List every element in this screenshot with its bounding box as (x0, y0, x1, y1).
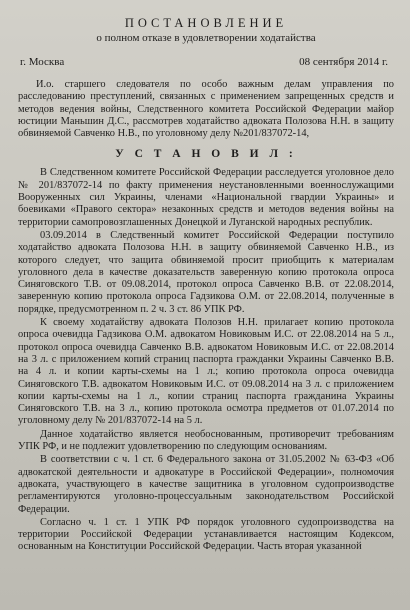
document-title: ПОСТАНОВЛЕНИЕ (124, 16, 288, 30)
body-paragraph-3: К своему ходатайству адвоката Полозов Н.Н. прилагает копию протокола опроса очевидца Гадзикова О.М. адвокатом Новиковым И.С. от 22.08.2014 на 5 л., протокол опроса очевидца Савченко В.В. адвокатом Новиковым И.С. от 22.08.2014 на 3 л. с приложением копий страниц паспорта гражданки Украины Савченко В.В. на 4 л. и копии карты-схемы на 1 л.; копию протокола опроса очевидца Синяговского Т.В. адвокатом Новиковым И.С. от 09.08.2014 на 3 л. с приложением копии карты-схемы на 1 л., копии страниц паспорта гражданина Украины Синяговского Т.В. на 3 л., копию протокола осмотра предметов от 01.07.2014 по уголовному делу № 201/837072-14 на 5 л. (18, 317, 394, 427)
body-paragraph-5: В соответствии с ч. 1 ст. 6 Федерального закона от 31.05.2002 № 63-ФЗ «Об адвокатской деятельности и адвокатуре в Российской Федерации», полномочия адвоката, участвующего в качестве защитника в уголовном судопроизводстве регламентируются уголовно-процессуальным законодательством Российской Федерации. (18, 454, 394, 515)
intro-paragraph: И.о. старшего следователя по особо важным делам управления по расследованию преступлений, связанных с применением запрещенных средств и методов ведения войны, Следственного комитета Российской Федерации майор юстиции Маньшин Д.С., рассмотрев ходатайство адвоката Полозова Н.Н. в защиту обвиняемой Савченко Н.В., по уголовному делу №201/837072-14, (18, 79, 394, 140)
body-paragraph-2: 03.09.2014 в Следственный комитет Российской Федерации поступило ходатайство адвоката Полозова Н.Н. в защиту обвиняемой Савченко Н.В., из которого следует, что защита обвиняемой просит приобщить к материалам уголовного дела в качестве доказательств заверенную копию протокола опроса Синяговского Т.В. от 09.08.2014, протокол опроса Савченко В.В. от 22.08.2014, заверенную копию протокола опроса Гадзикова О.М. от 22.08.2014, полученные в порядке, предусмотренном п. 2 ч. 3 ст. 86 УПК РФ. (18, 229, 394, 315)
body-paragraph-6: Согласно ч. 1 ст. 1 УПК РФ порядок уголовного судопроизводства на территории Российской Федерации устанавливается настоящим Кодексом, основанным на Конституции Российской Федерации. Часть вторая указанной (18, 516, 394, 553)
city: г. Москва (20, 56, 65, 68)
body-paragraph-4: Данное ходатайство является необоснованным, противоречит требованиям УПК РФ, и не подлежит удовлетворению по следующим основаниям. (18, 428, 394, 453)
document-subtitle: о полном отказе в удовлетворении ходатайства (96, 32, 316, 44)
place-date-line (18, 55, 394, 69)
established-heading: У С Т А Н О В И Л : (115, 148, 297, 161)
date: 08 сентября 2014 г. (299, 56, 388, 68)
body-paragraph-1: В Следственном комитете Российской Федерации расследуется уголовное дело № 201/837072-14 по факту применения неустановленными военнослужащими Вооруженных сил Украины, членами «Национальной гвардии Украины» и боевиками «Правого сектора» незаконных средств и методов ведения войны на территории самопровозглашенных Донецкой и Луганской народных республик. (18, 167, 394, 228)
